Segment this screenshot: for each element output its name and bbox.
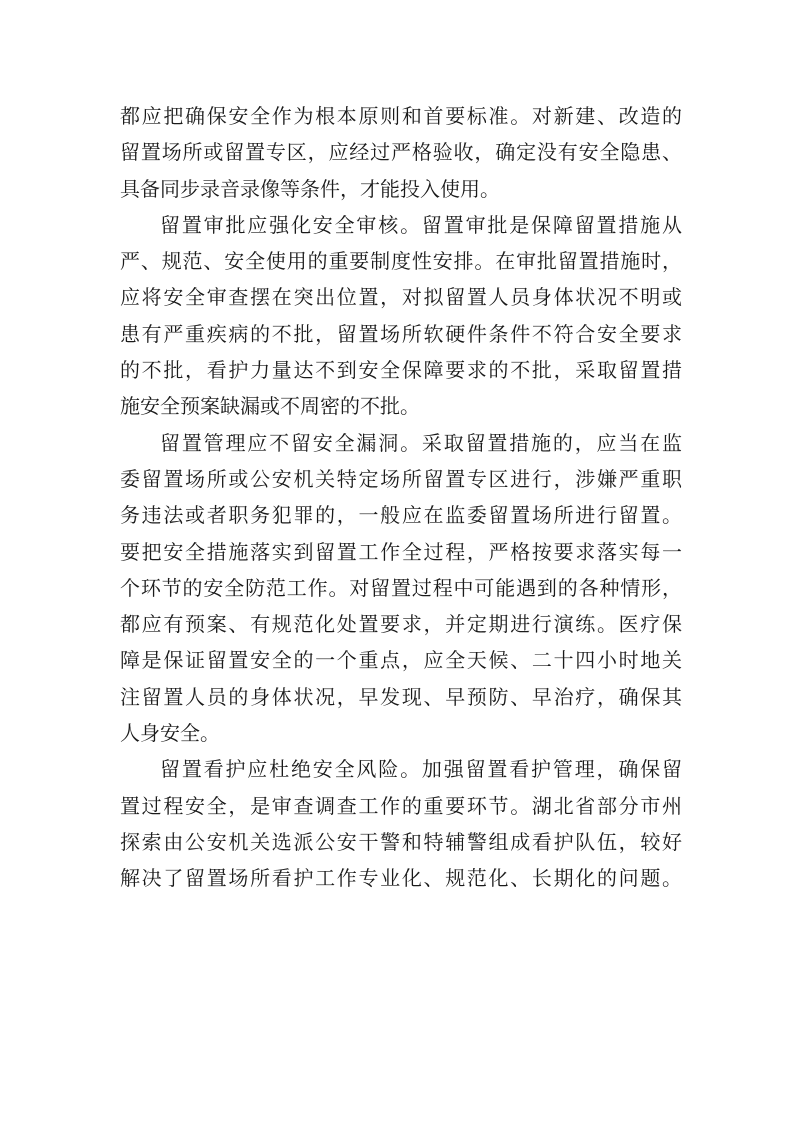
text-line: 务违法或者职务犯罪的，一般应在监委留置场所进行留置。	[120, 503, 682, 528]
text-line: 留置场所或留置专区，应经过严格验收，确定没有安全隐患、	[120, 140, 682, 165]
text-line: 应将安全审查摆在突出位置，对拟留置人员身体状况不明或	[120, 285, 682, 310]
text-line: 严、规范、安全使用的重要制度性安排。在审批留置措施时，	[120, 249, 682, 274]
text-line: 个环节的安全防范工作。对留置过程中可能遇到的各种情形，	[120, 575, 682, 600]
text-line: 具备同步录音录像等条件，才能投入使用。	[120, 176, 500, 201]
text-line: 委留置场所或公安机关特定场所留置专区进行，涉嫌严重职	[120, 466, 682, 491]
paragraph-2	[120, 207, 682, 425]
text-line: 人身安全。	[120, 721, 220, 746]
text-line: 注留置人员的身体状况，早发现、早预防、早治疗，确保其	[120, 684, 682, 709]
text-line: 障是保证留置安全的一个重点，应全天候、二十四小时地关	[120, 648, 682, 673]
text-line: 施安全预案缺漏或不周密的不批。	[120, 394, 420, 419]
text-line: 都应把确保安全作为根本原则和首要标准。对新建、改造的	[120, 104, 682, 128]
text-line: 患有严重疾病的不批，留置场所软硬件条件不符合安全要求	[120, 321, 682, 346]
text-line: 的不批，看护力量达不到安全保障要求的不批，采取留置措	[120, 358, 682, 383]
text-line: 留置管理应不留安全漏洞。采取留置措施的，应当在监	[160, 430, 682, 455]
paragraph-3	[120, 425, 682, 752]
text-line: 留置审批应强化安全审核。留置审批是保障留置措施从	[160, 212, 682, 237]
paragraph-4	[120, 751, 682, 896]
text-line: 解决了留置场所看护工作专业化、规范化、长期化的问题。	[120, 866, 682, 891]
text-line: 置过程安全，是审查调查工作的重要环节。湖北省部分市州	[120, 793, 682, 818]
text-line: 探索由公安机关选派公安干警和特辅警组成看护队伍，较好	[120, 829, 682, 854]
text-line: 都应有预案、有规范化处置要求，并定期进行演练。医疗保	[120, 612, 682, 637]
text-line: 留置看护应杜绝安全风险。加强留置看护管理，确保留	[160, 757, 682, 782]
document-body	[120, 98, 682, 897]
text-line: 要把安全措施落实到留置工作全过程，严格按要求落实每一	[120, 539, 682, 564]
paragraph-1	[120, 98, 682, 207]
